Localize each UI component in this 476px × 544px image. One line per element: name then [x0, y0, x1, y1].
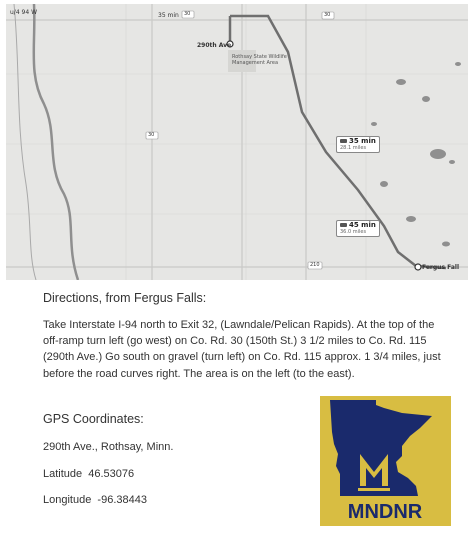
highway-badge: 30	[324, 12, 331, 18]
route-map	[6, 4, 468, 280]
car-icon	[340, 139, 347, 143]
route-time: 35 min	[349, 137, 376, 145]
mndnr-logo	[320, 396, 451, 526]
origin-marker	[415, 264, 421, 270]
destination-label: 290th Ave	[197, 42, 232, 49]
section-grid	[6, 4, 468, 280]
gps-longitude: Longitude -96.38443	[43, 494, 147, 506]
roads	[6, 4, 468, 280]
wildlife-area-label: Rothsay State Wildlife Management Area	[232, 54, 287, 66]
highway-badge: 30	[148, 132, 155, 138]
map-scale-text: 35 min	[158, 12, 179, 19]
lakes	[371, 62, 461, 247]
map-canvas	[6, 4, 468, 280]
route-distance: 36.0 miles	[340, 229, 367, 235]
car-icon	[340, 223, 347, 227]
map-corner-code: u/4 94 W	[10, 9, 38, 16]
directions-heading: Directions, from Fergus Falls:	[43, 291, 207, 305]
route-distance: 28.1 miles	[340, 145, 367, 151]
highway-badge: 30	[184, 11, 191, 17]
origin-label: Fergus Fall	[422, 264, 460, 271]
route-option-2[interactable]	[336, 220, 380, 237]
gps-address: 290th Ave., Rothsay, Minn.	[43, 441, 174, 453]
logo-wordmark: MNDNR	[347, 501, 423, 523]
route-time: 45 min	[349, 221, 376, 229]
minnesota-state-icon	[320, 396, 451, 526]
directions-text: Take Interstate I-94 north to Exit 32, (Lawndale/Pelican Rapids). At the top of the off-ramp turn left (go west) on Co. Rd. 30 (150th St.) 3 1/2 miles to Co. Rd. 115 (290th Ave.) Go south on gravel (turn left) on Co. Rd. 115 approx. 1 3/4 miles, just before the road curves right. The area is on the left (to the east).	[43, 319, 441, 380]
gps-latitude: Latitude 46.53076	[43, 468, 135, 480]
river	[34, 4, 78, 280]
highway-badge: 210	[310, 262, 320, 268]
route-option-1[interactable]	[336, 136, 380, 153]
gps-heading: GPS Coordinates:	[43, 412, 144, 426]
